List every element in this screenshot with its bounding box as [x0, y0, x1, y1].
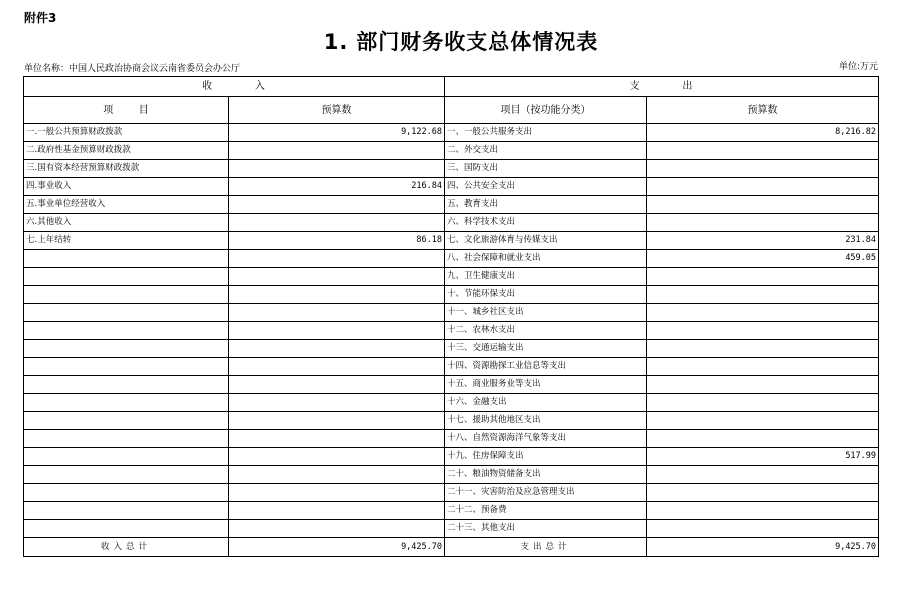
expense-value-cell: [647, 178, 879, 196]
expense-value-cell: 8,216.82: [647, 124, 879, 142]
income-value-cell: [229, 160, 445, 178]
header-row-columns: [24, 97, 879, 124]
table-row: [24, 376, 879, 394]
expense-value-cell: [647, 268, 879, 286]
expense-item-cell: 五、教育支出: [445, 196, 647, 214]
income-value-cell: [229, 304, 445, 322]
expense-item-cell: 八、社会保障和就业支出: [445, 250, 647, 268]
income-value-cell: 9,122.68: [229, 124, 445, 142]
expense-value-cell: [647, 214, 879, 232]
expense-item-cell: 九、卫生健康支出: [445, 268, 647, 286]
expense-budget-header: 预算数: [647, 97, 879, 124]
expense-item-cell: 二、外交支出: [445, 142, 647, 160]
income-total-value: 9,425.70: [229, 538, 445, 557]
income-value-cell: 86.18: [229, 232, 445, 250]
expense-item-cell: 十五、商业服务业等支出: [445, 376, 647, 394]
expense-value-cell: [647, 160, 879, 178]
expense-item-cell: 二十三、其他支出: [445, 520, 647, 538]
expense-value-cell: [647, 520, 879, 538]
income-item-cell: [24, 250, 229, 268]
income-total-label: 收入总计: [24, 538, 229, 557]
income-item-cell: [24, 448, 229, 466]
income-value-cell: [229, 448, 445, 466]
table-row: [24, 268, 879, 286]
income-item-cell: [24, 340, 229, 358]
expense-value-cell: [647, 358, 879, 376]
expense-item-cell: 三、国防支出: [445, 160, 647, 178]
income-value-cell: [229, 394, 445, 412]
income-value-cell: [229, 466, 445, 484]
income-item-cell: [24, 394, 229, 412]
income-item-cell: [24, 502, 229, 520]
expense-item-cell: 一、一般公共服务支出: [445, 124, 647, 142]
unit-name: 单位名称：中国人民政治协商会议云南省委员会办公厅: [24, 64, 241, 74]
income-item-cell: [24, 520, 229, 538]
income-value-cell: [229, 196, 445, 214]
expense-value-cell: [647, 142, 879, 160]
expense-value-cell: [647, 430, 879, 448]
expense-value-cell: [647, 304, 879, 322]
table-row: [24, 430, 879, 448]
expense-item-cell: 十八、自然资源海洋气象等支出: [445, 430, 647, 448]
table-row: [24, 412, 879, 430]
income-item-cell: 六.其他收入: [24, 214, 229, 232]
income-item-cell: 一.一般公共预算财政拨款: [24, 124, 229, 142]
expense-value-cell: [647, 376, 879, 394]
unit-measure: 单位:万元: [838, 62, 878, 72]
income-item-cell: [24, 358, 229, 376]
expense-value-cell: 459.05: [647, 250, 879, 268]
title-number: 1.: [323, 30, 349, 54]
page-title: [0, 26, 922, 56]
expense-item-cell: 十九、住房保障支出: [445, 448, 647, 466]
income-item-header-label: 项 目: [103, 104, 149, 116]
income-item-cell: 五.事业单位经营收入: [24, 196, 229, 214]
income-item-cell: [24, 430, 229, 448]
income-item-cell: [24, 322, 229, 340]
expense-item-cell: 七、文化旅游体育与传媒支出: [445, 232, 647, 250]
income-item-cell: [24, 484, 229, 502]
table-row: [24, 340, 879, 358]
expense-item-cell: 二十二、预备费: [445, 502, 647, 520]
expense-value-cell: [647, 322, 879, 340]
expense-item-cell: 十一、城乡社区支出: [445, 304, 647, 322]
income-item-cell: [24, 466, 229, 484]
income-item-cell: 七.上年结转: [24, 232, 229, 250]
income-section-header: [24, 77, 445, 97]
expense-item-cell: 十、节能环保支出: [445, 286, 647, 304]
table-row: [24, 358, 879, 376]
income-value-cell: [229, 268, 445, 286]
income-value-cell: [229, 376, 445, 394]
expense-value-cell: 517.99: [647, 448, 879, 466]
income-value-cell: [229, 412, 445, 430]
table-row: [24, 448, 879, 466]
expense-value-cell: [647, 196, 879, 214]
table-row: [24, 394, 879, 412]
table-row: [24, 250, 879, 268]
income-item-cell: [24, 286, 229, 304]
income-value-cell: 216.84: [229, 178, 445, 196]
expense-item-cell: 十三、交通运输支出: [445, 340, 647, 358]
expense-value-cell: [647, 412, 879, 430]
expense-item-cell: 十六、金融支出: [445, 394, 647, 412]
table-row: [24, 502, 879, 520]
table-row: [24, 214, 879, 232]
income-value-cell: [229, 214, 445, 232]
income-item-cell: [24, 268, 229, 286]
table-row: [24, 484, 879, 502]
expense-item-cell: 十四、资源勘探工业信息等支出: [445, 358, 647, 376]
income-item-cell: [24, 412, 229, 430]
table-row: [24, 466, 879, 484]
table-row: [24, 124, 879, 142]
expense-section-header: [445, 77, 879, 97]
income-value-cell: [229, 286, 445, 304]
income-item-cell: [24, 304, 229, 322]
income-item-cell: 四.事业收入: [24, 178, 229, 196]
table-row: [24, 196, 879, 214]
table-row: [24, 142, 879, 160]
income-value-cell: [229, 358, 445, 376]
income-value-cell: [229, 430, 445, 448]
income-section-label: 收 入: [202, 81, 266, 92]
expense-value-cell: [647, 466, 879, 484]
table-row: [24, 322, 879, 340]
totals-row: [24, 538, 879, 557]
income-value-cell: [229, 502, 445, 520]
income-item-header: [24, 97, 229, 124]
expense-value-cell: [647, 340, 879, 358]
expense-total-value: 9,425.70: [647, 538, 879, 557]
income-value-cell: [229, 322, 445, 340]
expense-item-cell: 十二、农林水支出: [445, 322, 647, 340]
attachment-label: 附件3: [24, 11, 57, 25]
income-value-cell: [229, 340, 445, 358]
header-row-section: [24, 77, 879, 97]
expense-item-cell: 六、科学技术支出: [445, 214, 647, 232]
table-row: [24, 520, 879, 538]
income-item-cell: 三.国有资本经营预算财政拨款: [24, 160, 229, 178]
expense-item-cell: 十七、援助其他地区支出: [445, 412, 647, 430]
income-item-cell: [24, 376, 229, 394]
table-row: [24, 232, 879, 250]
income-value-cell: [229, 520, 445, 538]
title-text: 部门财务收支总体情况表: [356, 30, 599, 54]
expense-value-cell: 231.84: [647, 232, 879, 250]
table-row: [24, 178, 879, 196]
expense-value-cell: [647, 484, 879, 502]
income-budget-header: 预算数: [229, 97, 445, 124]
expense-value-cell: [647, 394, 879, 412]
table-row: [24, 304, 879, 322]
income-value-cell: [229, 250, 445, 268]
income-value-cell: [229, 484, 445, 502]
expense-item-header: 项目（按功能分类）: [445, 97, 647, 124]
finance-table: [23, 76, 879, 557]
table-row: [24, 286, 879, 304]
expense-total-label: 支出总计: [445, 538, 647, 557]
expense-item-cell: 二十一、灾害防治及应急管理支出: [445, 484, 647, 502]
expense-item-cell: 四、公共安全支出: [445, 178, 647, 196]
income-value-cell: [229, 142, 445, 160]
expense-section-label: 支 出: [629, 81, 694, 92]
income-item-cell: 二.政府性基金预算财政拨款: [24, 142, 229, 160]
table-row: [24, 160, 879, 178]
expense-item-cell: 二十、粮油物资储备支出: [445, 466, 647, 484]
expense-value-cell: [647, 286, 879, 304]
expense-value-cell: [647, 502, 879, 520]
